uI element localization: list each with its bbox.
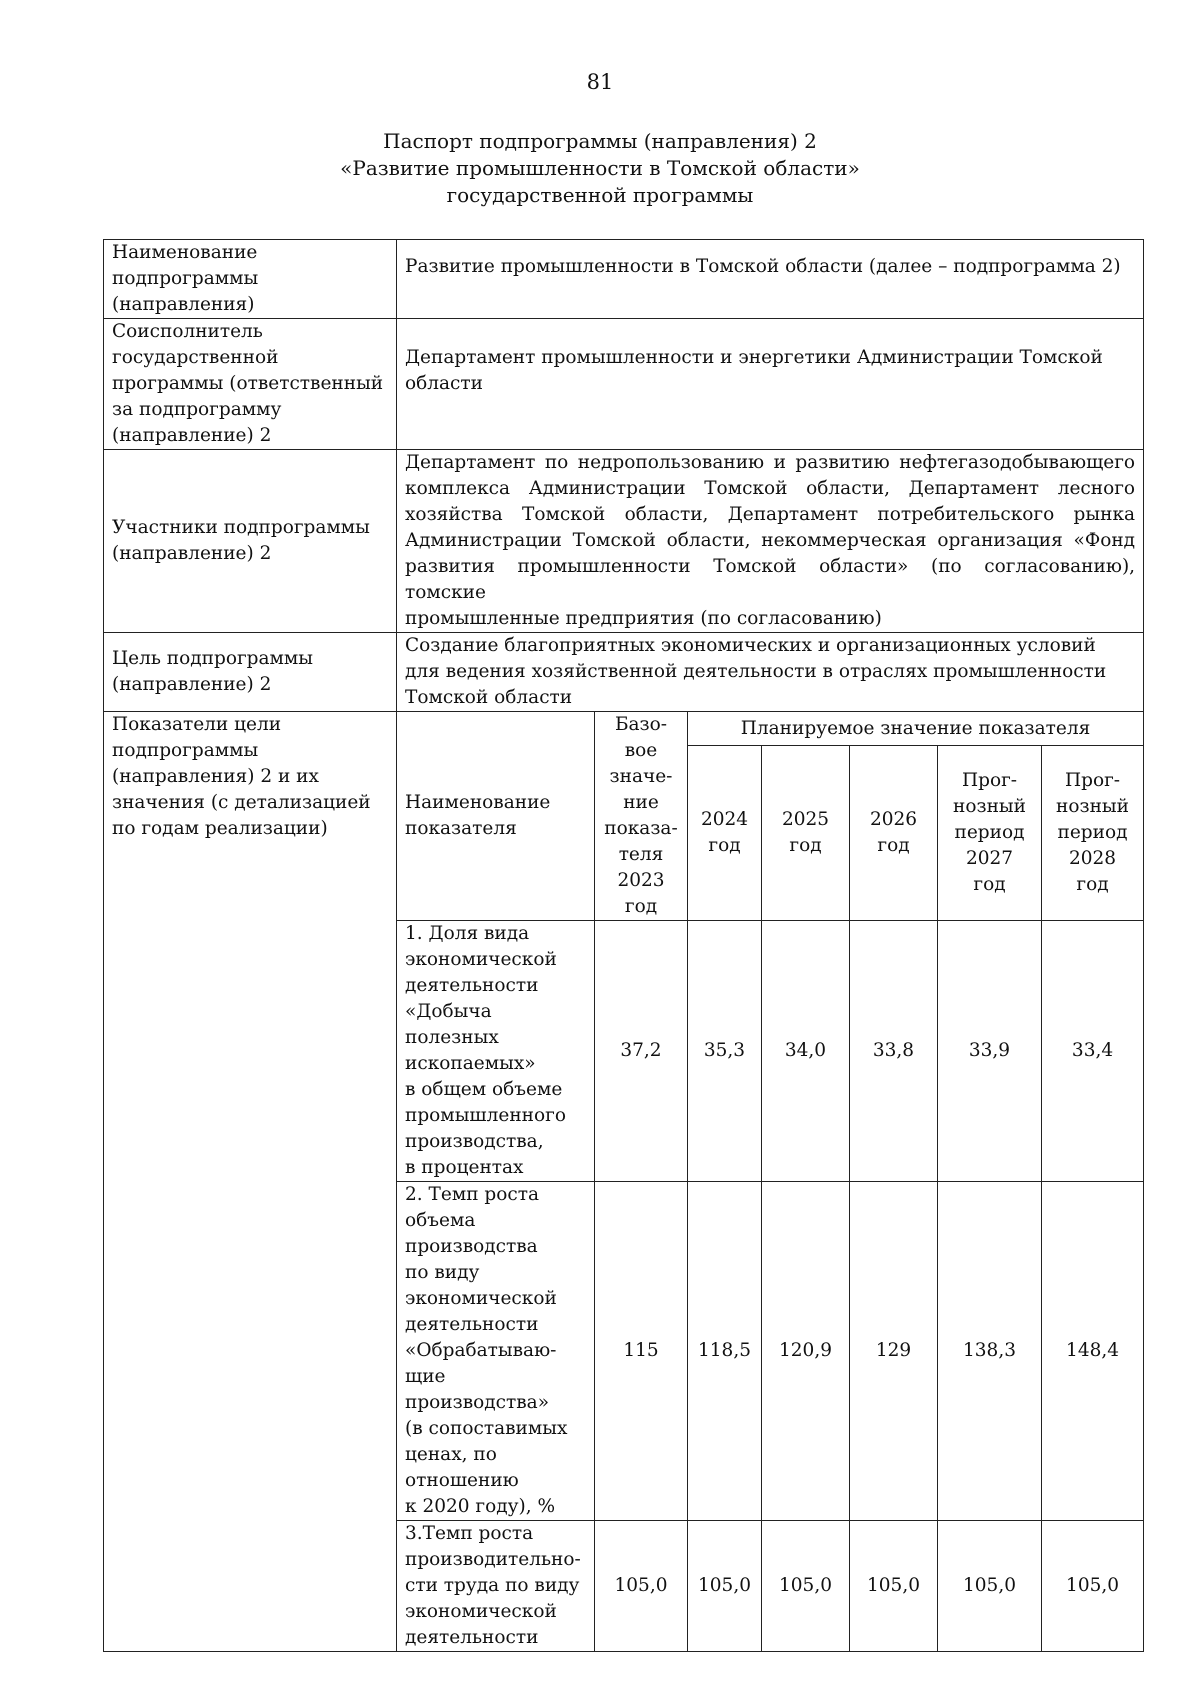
indicator-3-2027: 105,0 [938,1521,1042,1652]
indicator-2-2028: 148,4 [1042,1182,1144,1521]
indicator-2-2025: 120,9 [762,1182,850,1521]
indicator-3-2024: 105,0 [688,1521,762,1652]
indicator-2-name: 2. Темп роста объема производства по виду экономической деятельности «Обрабатываю- щие производства» (в сопоставимых ценах, по отношению к 2020 году), % [397,1182,595,1521]
indicator-1-name: 1. Доля вида экономической деятельности «Добыча полезных ископаемых» в общем объеме промышленного производства, в процентах [397,921,595,1182]
page-title [0,128,1200,209]
row-indicators-header [104,712,1144,746]
header-year-2027: Прог- нозный период 2027 год [938,746,1042,921]
value-coexecutor: Департамент промышленности и энергетики Администрации Томской области [397,319,1144,450]
header-year-2025: 2025 год [762,746,850,921]
indicator-3-base: 105,0 [595,1521,688,1652]
value-goal: Создание благоприятных экономических и организационных условий для ведения хозяйственной деятельности в отраслях промышленности Томской области [397,633,1144,712]
header-base-value: Базо- вое значе- ние показа- теля 2023 год [595,712,688,921]
indicator-1-2026: 33,8 [850,921,938,1182]
title-line-1: Паспорт подпрограммы (направления) 2 [383,129,817,153]
row-coexecutor [104,319,1144,450]
value-subprogram-name: Развитие промышленности в Томской области (далее – подпрограмма 2) [397,240,1144,319]
label-indicators: Показатели цели подпрограммы (направления) 2 и их значения (с детализацией по годам реализации) [104,712,397,1652]
label-coexecutor: Соисполнитель государственной программы (ответственный за подпрограмму (направление) 2 [104,319,397,450]
indicator-1-2025: 34,0 [762,921,850,1182]
header-indicator-name: Наименование показателя [397,712,595,921]
header-year-2024: 2024 год [688,746,762,921]
indicator-2-base: 115 [595,1182,688,1521]
indicator-2-2026: 129 [850,1182,938,1521]
indicator-3-name: 3.Темп роста производительно- сти труда по виду экономической деятельности [397,1521,595,1652]
row-participants [104,450,1144,633]
label-goal: Цель подпрограммы (направление) 2 [104,633,397,712]
indicator-1-base: 37,2 [595,921,688,1182]
indicator-1-2027: 33,9 [938,921,1042,1182]
indicator-3-2026: 105,0 [850,1521,938,1652]
row-goal [104,633,1144,712]
indicator-1-2024: 35,3 [688,921,762,1182]
title-line-2: «Развитие промышленности в Томской области» [340,156,860,180]
header-year-2028: Прог- нозный период 2028 год [1042,746,1144,921]
label-participants: Участники подпрограммы (направление) 2 [104,450,397,633]
passport-table [103,239,1144,1652]
value-participants: Департамент по недропользованию и развитию нефтегазодобывающего комплекса Администрации Томской области, Департамент лесного хозяйства Томской области, Департамент потребительского рынка Администрации Томской области, некоммерческая организация «Фонд развития промышленности Томской области» (по согласованию), томские промышленные предприятия (по согласованию) [397,450,1144,633]
indicator-1-2028: 33,4 [1042,921,1144,1182]
row-subprogram-name [104,240,1144,319]
header-planned-value: Планируемое значение показателя [688,712,1144,746]
header-year-2026: 2026 год [850,746,938,921]
indicator-3-2025: 105,0 [762,1521,850,1652]
page-number: 81 [586,70,614,94]
indicator-2-2024: 118,5 [688,1182,762,1521]
title-line-3: государственной программы [446,183,754,207]
label-subprogram-name: Наименование подпрограммы (направления) [104,240,397,319]
indicator-2-2027: 138,3 [938,1182,1042,1521]
indicator-3-2028: 105,0 [1042,1521,1144,1652]
